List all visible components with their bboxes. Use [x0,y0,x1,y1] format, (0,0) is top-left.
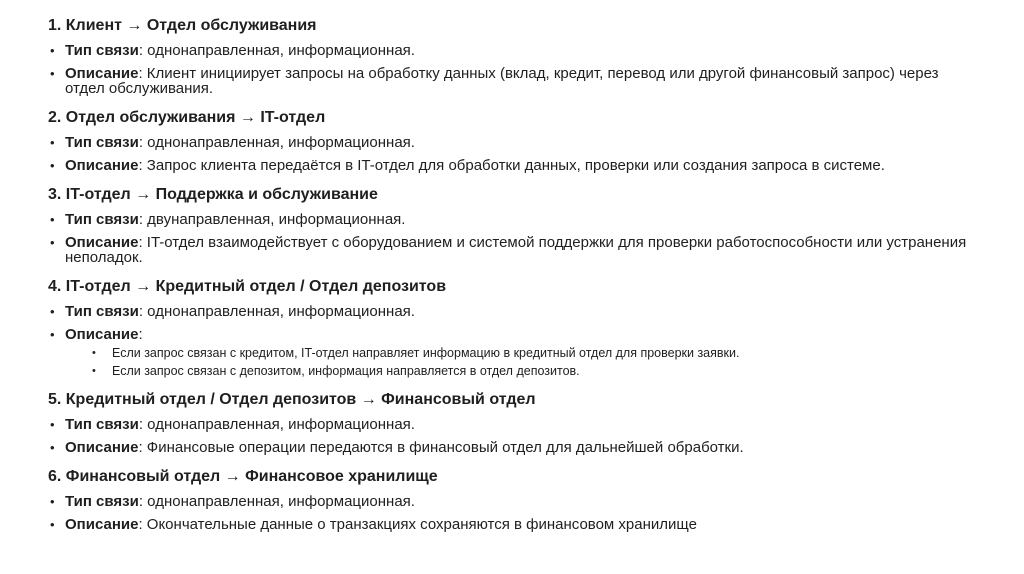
bullet-text: : Клиент инициирует запросы на обработку данных (вклад, кредит, перевод или другой финансовый запрос) через отдел обслуживания. [65,65,939,97]
section-4-heading: 4. IT-отдел → Кредитный отдел / Отдел депозитов [48,278,447,295]
bullet-text: : IT-отдел взаимодействует с оборудованием и системой поддержки для проверки работоспособности или устранения неполадок. [65,234,967,266]
bullet-text: : двунаправленная, информационная. [138,211,406,228]
bullet-label: Тип связи [65,416,139,433]
bullet-text: : [138,326,143,343]
bullet-text: : Окончательные данные о транзакциях сохраняются в финансовом хранилище [138,516,697,533]
bullet-label: Описание [65,516,139,533]
slide-content [48,8,968,532]
bullet-label: Тип связи [65,134,139,151]
section-6-description-bullet [48,517,968,532]
section-6 [48,467,968,532]
bullet-label: Описание [65,65,139,82]
bullet-label: Описание [65,326,139,343]
bullet-label: Тип связи [65,493,139,510]
section-2-heading: 2. Отдел обслуживания → IT-отдел [48,109,326,126]
section-4-description-bullet [48,327,968,342]
section-4-type-bullet [48,304,968,319]
section-5 [48,390,968,455]
section-5-heading: 5. Кредитный отдел / Отдел депозитов → Финансовый отдел [48,391,536,408]
section-5-description-bullet [48,440,968,455]
bullet-text: : однонаправленная, информационная. [138,42,415,59]
section-4-sub-bullet-deposit: • Если запрос связан с депозитом, информация направляется в отдел депозитов. [90,364,968,378]
section-1-type-bullet [48,43,968,58]
section-6-type-bullet [48,494,968,509]
bullet-label: Описание [65,157,139,174]
section-5-type-bullet [48,417,968,432]
bullet-label: Описание [65,439,139,456]
bullet-label: Описание [65,234,139,251]
section-3-description-bullet [48,235,968,265]
section-3-heading: 3. IT-отдел → Поддержка и обслуживание [48,186,378,203]
section-6-heading: 6. Финансовый отдел → Финансовое хранилище [48,468,438,485]
bullet-text: : Запрос клиента передаётся в IT-отдел для обработки данных, проверки или создания запроса в системе. [138,157,885,174]
section-1-heading: 1. Клиент → Отдел обслуживания [48,17,317,34]
section-4 [48,277,968,378]
section-1-description-bullet [48,66,968,96]
section-2-description-bullet [48,158,968,173]
bullet-text: : однонаправленная, информационная. [138,416,415,433]
section-2-type-bullet [48,135,968,150]
section-3-type-bullet [48,212,968,227]
section-1 [48,16,968,96]
section-2 [48,108,968,173]
bullet-label: Тип связи [65,211,139,228]
bullet-text: : однонаправленная, информационная. [138,493,415,510]
bullet-text: : однонаправленная, информационная. [138,134,415,151]
bullet-text: : Финансовые операции передаются в финансовый отдел для дальнейшей обработки. [138,439,744,456]
bullet-label: Тип связи [65,42,139,59]
bullet-text: : однонаправленная, информационная. [138,303,415,320]
section-4-sub-bullet-credit: • Если запрос связан с кредитом, IT-отдел направляет информацию в кредитный отдел для проверки заявки. [90,346,968,360]
section-3 [48,185,968,265]
bullet-label: Тип связи [65,303,139,320]
